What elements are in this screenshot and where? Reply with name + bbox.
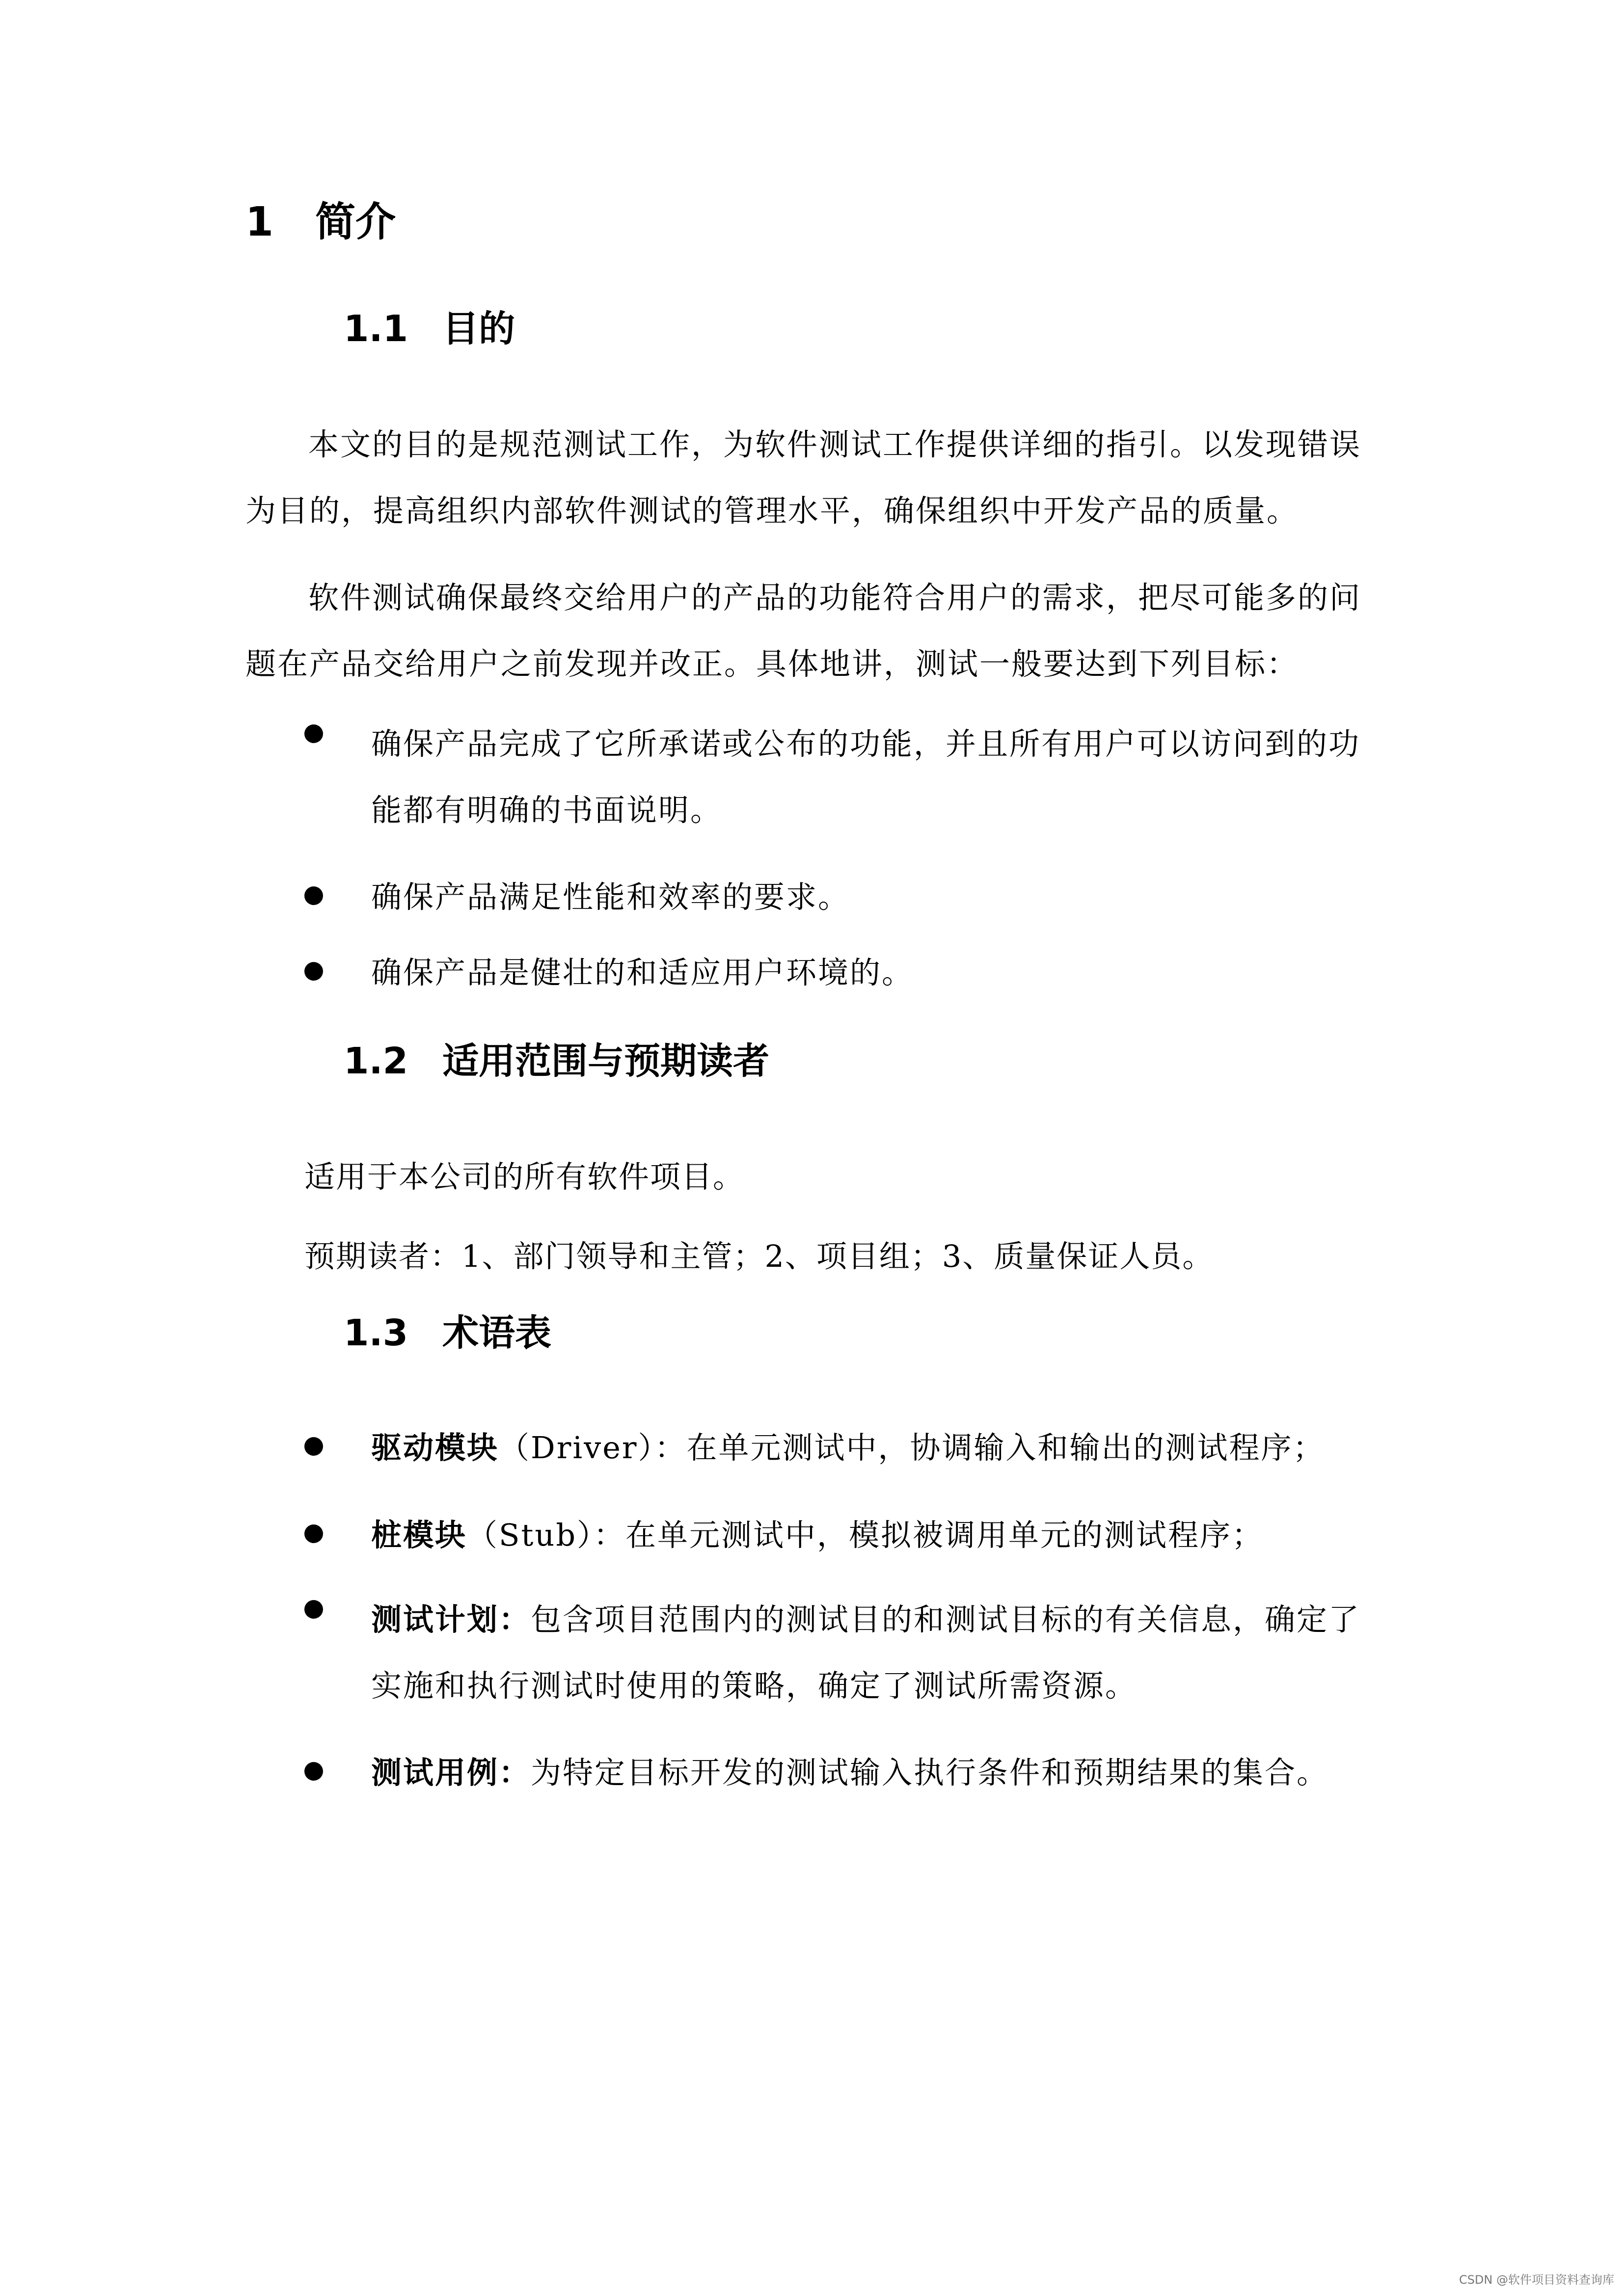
subsection-heading-glossary (344, 1308, 551, 1358)
glossary-definition: 包含项目范围内的测试目的和测试目标的有关信息，确定了实施和执行测试时使用的策略，确定了测试所需资源。 (371, 1602, 1361, 1704)
bullet-icon (304, 1437, 323, 1456)
subsection-number: 1.2 (344, 1040, 408, 1082)
section-heading (245, 195, 396, 249)
glossary-term: 测试计划： (371, 1602, 531, 1637)
subsection-heading-purpose (344, 304, 515, 353)
bullet-icon (304, 1524, 323, 1543)
glossary-term: 测试用例： (371, 1755, 531, 1790)
list-item-text: 确保产品是健壮的和适应用户环境的。 (371, 955, 914, 990)
scope-applicability: 适用于本公司的所有软件项目。 (304, 1159, 745, 1195)
bullet-icon (304, 962, 323, 981)
scope-readers: 预期读者：1、部门领导和主管；2、项目组；3、质量保证人员。 (304, 1238, 1214, 1274)
purpose-paragraph-2: 软件测试确保最终交给用户的产品的功能符合用户的需求，把尽可能多的问题在产品交给用户之前发现并改正。具体地讲，测试一般要达到下列目标： (245, 580, 1362, 682)
bullet-icon (304, 1600, 323, 1619)
subsection-title: 目的 (442, 308, 515, 350)
subsection-title: 术语表 (442, 1312, 552, 1354)
section-title: 简介 (315, 199, 396, 245)
glossary-term: 驱动模块 (371, 1430, 499, 1466)
watermark: CSDN @软件项目资料查询库 (1459, 2273, 1614, 2287)
section-number: 1 (245, 199, 274, 245)
subsection-title: 适用范围与预期读者 (442, 1040, 770, 1082)
glossary-term: 桩模块 (371, 1517, 467, 1553)
subsection-number: 1.3 (344, 1312, 408, 1354)
glossary-definition: （Stub）：在单元测试中，模拟被调用单元的测试程序； (467, 1517, 1264, 1553)
list-item-text: 确保产品完成了它所承诺或公布的功能，并且所有用户可以访问到的功能都有明确的书面说明。 (371, 726, 1361, 828)
bullet-icon (304, 886, 323, 905)
glossary-definition: （Driver）：在单元测试中，协调输入和输出的测试程序； (499, 1430, 1325, 1466)
bullet-icon (304, 1762, 323, 1781)
bullet-icon (304, 724, 323, 743)
list-item-text: 确保产品满足性能和效率的要求。 (371, 879, 850, 915)
glossary-definition: 为特定目标开发的测试输入执行条件和预期结果的集合。 (531, 1755, 1329, 1790)
purpose-paragraph-1: 本文的目的是规范测试工作，为软件测试工作提供详细的指引。以发现错误为目的，提高组织内部软件测试的管理水平，确保组织中开发产品的质量。 (245, 427, 1362, 529)
subsection-number: 1.1 (344, 308, 408, 350)
subsection-heading-scope (344, 1037, 769, 1086)
